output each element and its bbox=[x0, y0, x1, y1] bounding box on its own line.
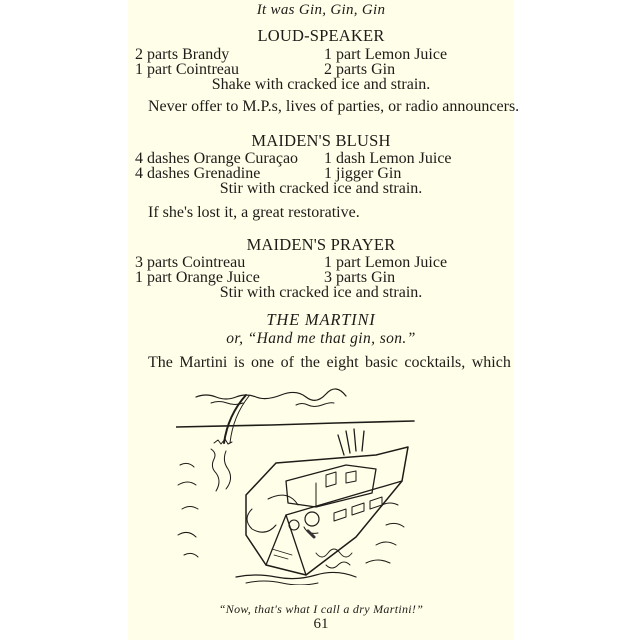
book-page bbox=[128, 0, 520, 640]
recipe-method: Stir with cracked ice and strain. bbox=[219, 180, 423, 197]
ingredient: 1 part Orange Juice bbox=[135, 269, 260, 286]
ingredient: 1 dash Lemon Juice bbox=[324, 150, 452, 167]
ingredient: 3 parts Cointreau bbox=[135, 254, 246, 271]
ingredient: 2 parts Brandy bbox=[135, 46, 230, 63]
recipe-note: Never offer to M.P.s, lives of parties, or radio announcers. bbox=[148, 98, 520, 115]
ingredient: 1 part Cointreau bbox=[135, 61, 239, 78]
boat-illustration bbox=[176, 385, 416, 585]
recipe-method: Stir with cracked ice and strain. bbox=[219, 284, 423, 301]
ingredient: 4 dashes Grenadine bbox=[135, 165, 261, 182]
ingredient: 1 jigger Gin bbox=[324, 165, 402, 182]
ingredient: 1 part Lemon Juice bbox=[324, 46, 448, 63]
recipe-note: If she's lost it, a great restorative. bbox=[148, 204, 360, 221]
ingredient: 1 part Lemon Juice bbox=[324, 254, 448, 271]
recipe-title-maidens-blush: MAIDEN'S BLUSH bbox=[251, 131, 391, 150]
body-text: The Martini is one of the eight basic cocktails, which bbox=[148, 354, 511, 371]
section-title: THE MARTINI bbox=[266, 310, 376, 329]
illustration-caption: “Now, that's what I call a dry Martini!” bbox=[218, 602, 424, 616]
recipe-title-loud-speaker: LOUD-SPEAKER bbox=[257, 26, 385, 45]
ingredient: 4 dashes Orange Curaçao bbox=[135, 150, 299, 167]
section-subtitle: or, “Hand me that gin, son.” bbox=[226, 330, 416, 347]
ingredient: 2 parts Gin bbox=[324, 61, 396, 78]
ingredient: 3 parts Gin bbox=[324, 269, 396, 286]
recipe-method: Shake with cracked ice and strain. bbox=[211, 76, 431, 93]
running-head: It was Gin, Gin, Gin bbox=[256, 2, 386, 18]
recipe-title-maidens-prayer: MAIDEN'S PRAYER bbox=[246, 235, 396, 254]
page-number: 61 bbox=[313, 616, 329, 632]
